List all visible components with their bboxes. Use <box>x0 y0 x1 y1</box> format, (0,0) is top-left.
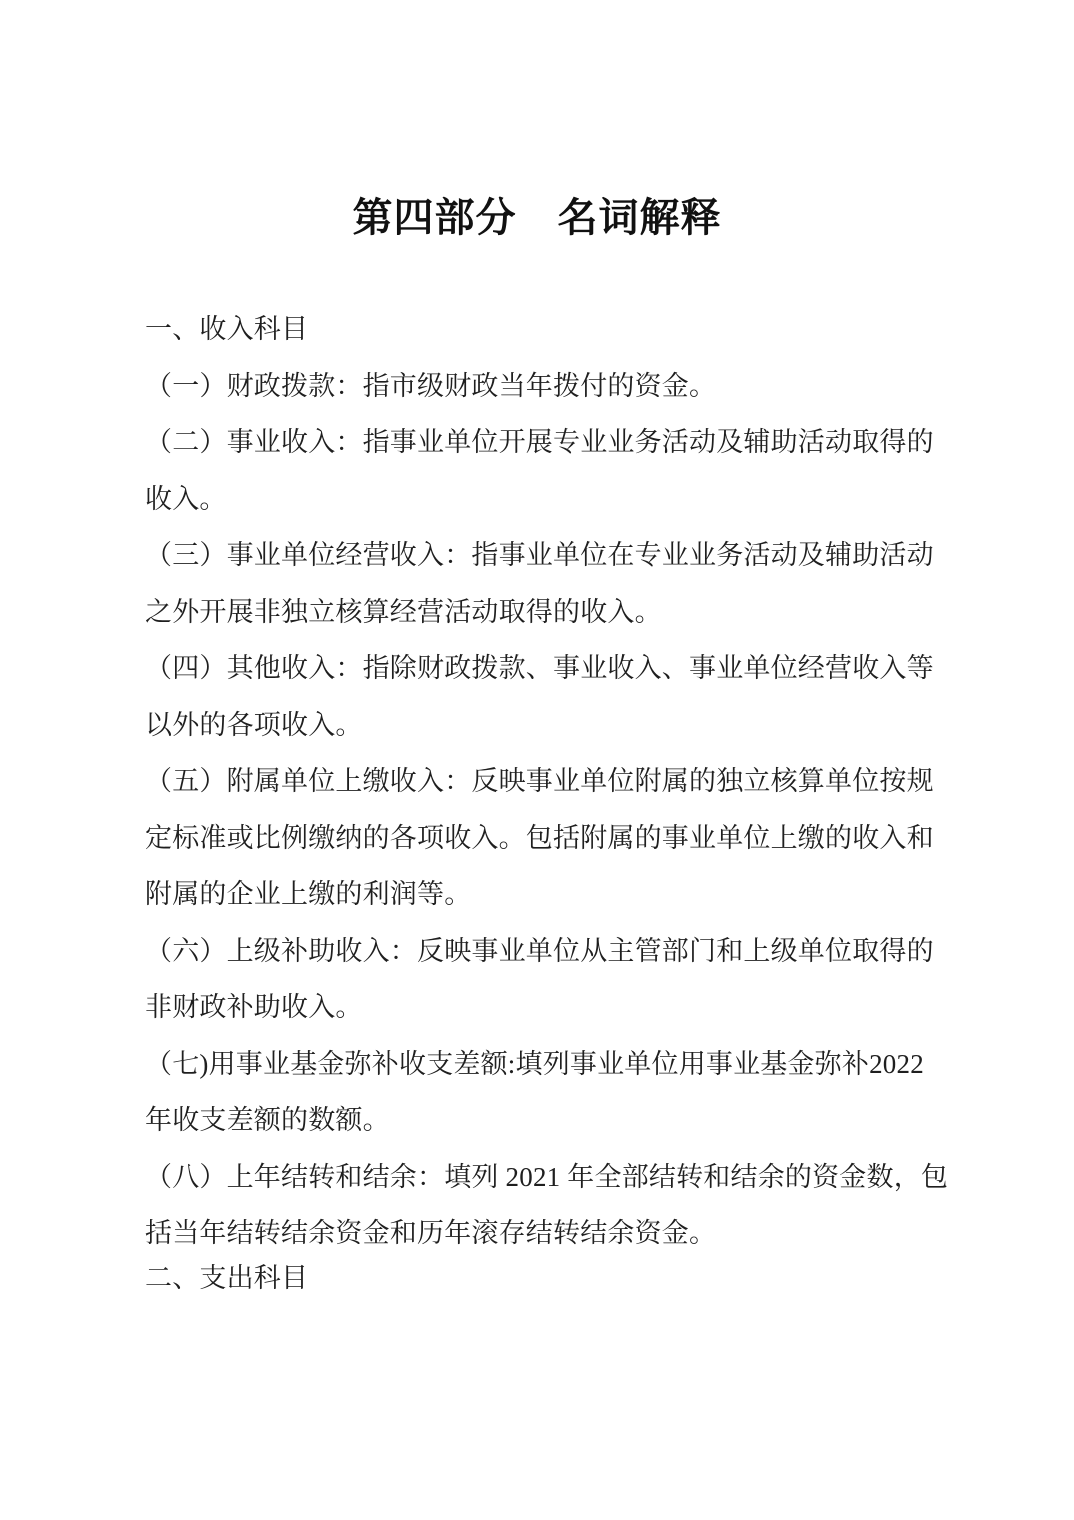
text-line: （二）事业收入：指事业单位开展专业业务活动及辅助活动取得的 <box>145 427 934 457</box>
text-line: 一、收入科目 <box>145 314 309 344</box>
text-line: 收入。 <box>145 483 227 514</box>
text-line: 年收支差额的数额。 <box>145 1105 390 1135</box>
text-line: （六）上级补助收入：反映事业单位从主管部门和上级单位取得的 <box>145 935 934 966</box>
text-line: （八）上年结转和结余：填列 2021 年全部结转和结余的资金数，包 <box>145 1161 949 1192</box>
document-title: 第四部分 名词解释 <box>352 196 722 240</box>
text-line: 非财政补助收入。 <box>145 992 363 1022</box>
text-line: 括当年结转结余资金和历年滚存结转结余资金。 <box>145 1218 717 1248</box>
text-line: （五）附属单位上缴收入：反映事业单位附属的独立核算单位按规 <box>145 766 934 796</box>
text-line: 二、支出科目 <box>145 1262 309 1293</box>
text-line: 定标准或比例缴纳的各项收入。包括附属的事业单位上缴的收入和 <box>145 822 934 853</box>
text-line: （一）财政拨款：指市级财政当年拨付的资金。 <box>145 370 717 401</box>
text-line: （四）其他收入：指除财政拨款、事业收入、事业单位经营收入等 <box>145 653 934 683</box>
text-line: 附属的企业上缴的利润等。 <box>145 879 472 909</box>
text-line: 之外开展非独立核算经营活动取得的收入。 <box>145 596 662 627</box>
text-line: （七)用事业基金弥补收支差额:填列事业单位用事业基金弥补2022 <box>145 1048 924 1079</box>
document-body <box>145 301 949 1306</box>
text-line: 以外的各项收入。 <box>145 709 363 740</box>
text-line: （三）事业单位经营收入：指事业单位在专业业务活动及辅助活动 <box>145 540 934 570</box>
